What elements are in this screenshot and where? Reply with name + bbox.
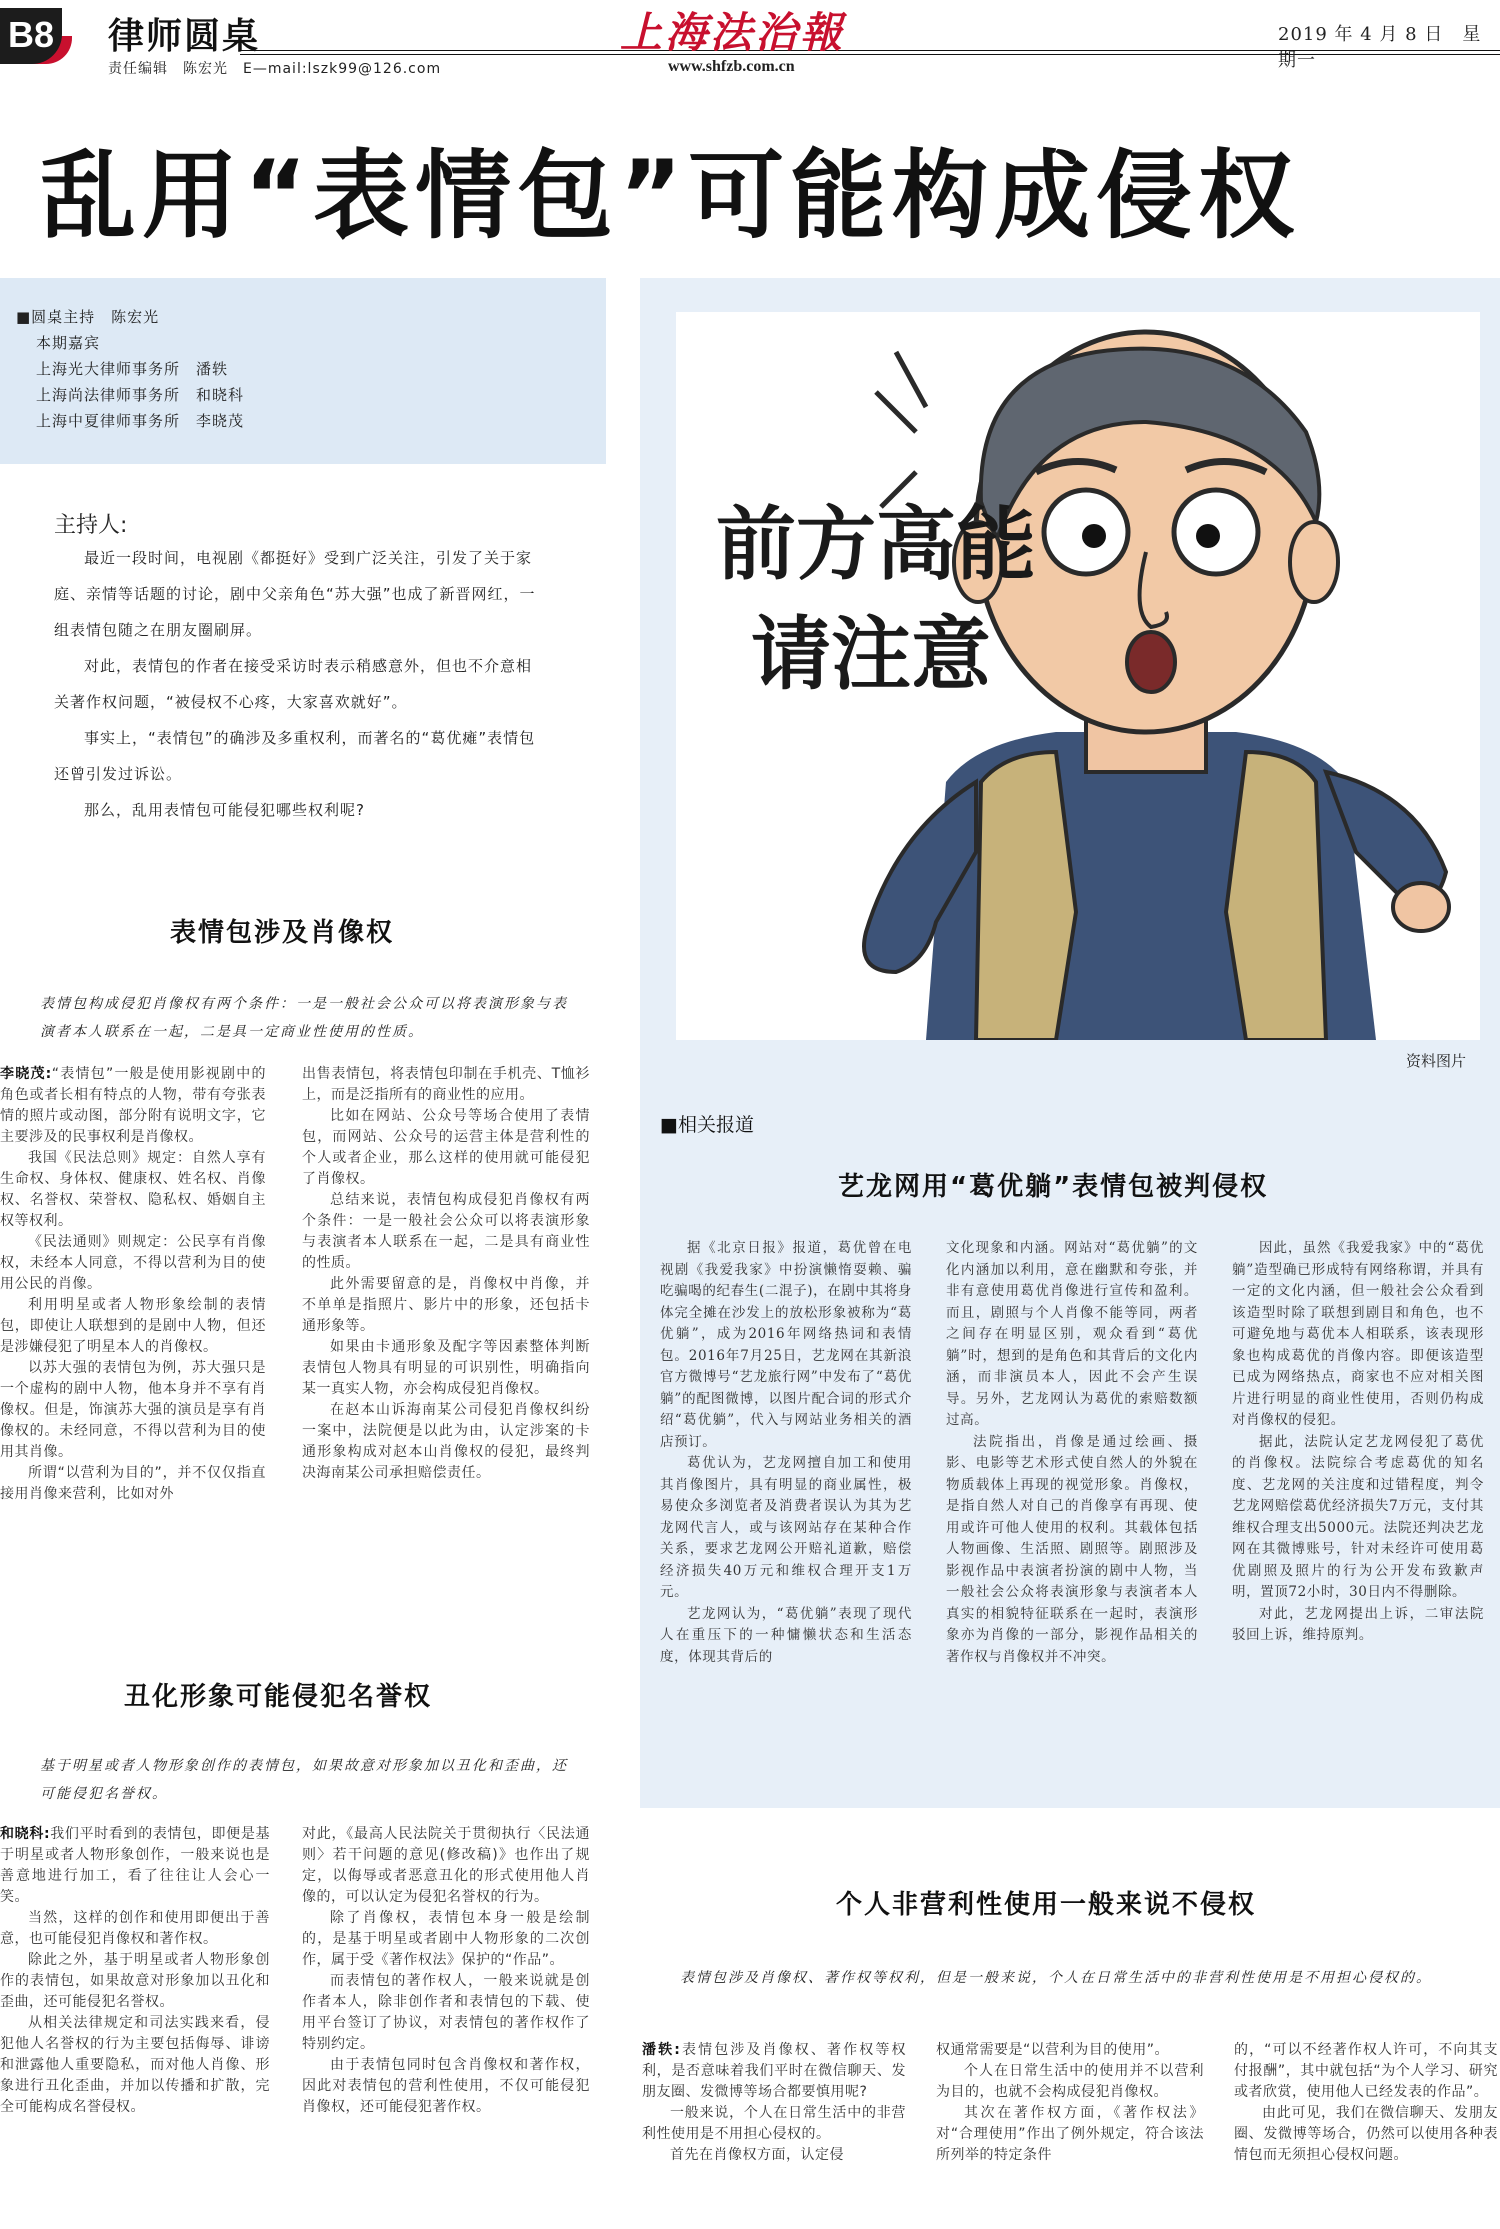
section2-column-left [0,1824,270,2118]
section1-column-left [0,1064,266,1505]
related-column-2 [946,1238,1198,1668]
paragraph-text: 在赵本山诉海南某公司侵犯肖像权纠纷一案中，法院便是以此为由，认定涉案的卡通形象构成对赵本山肖像权的侵犯，最终判决海南某公司承担赔偿责任。 [302,1402,590,1481]
paragraph-text: 除此之外，基于明星或者人物形象创作的表情包，如果故意对形象加以丑化和歪曲，还可能侵犯名誉权。 [0,1952,270,2010]
paragraph-text: 据《北京日报》报道，葛优曾在电视剧《我爱我家》中扮演懒惰耍赖、骗吃骗喝的纪春生(二混子)，在剧中其将身体完全摊在沙发上的放松形象被称为“葛优躺”，成为2016年网络热词和表情包。2016年7月25日，艺龙网在其新浪官方微博号“艺龙旅行网”中发布了“葛优躺”的配图微博，以图片配合词的形式介绍“葛优躺”，代入与网站业务相关的酒店预订。 [660,1240,912,1450]
speaker-name: 和晓科: [0,1826,51,1842]
paragraph-text: 个人在日常生活中的使用并不以营利为目的，也就不会构成侵犯肖像权。 [936,2063,1204,2100]
host-intro [54,540,540,828]
paragraph-text: 法院指出，肖像是通过绘画、摄影、电影等艺术形式使自然人的外貌在物质载体上再现的视觉形象。肖像权，是指自然人对自己的肖像享有再现、使用或许可他人使用的权利。其载体包括人物画像、生活照、剧照等。剧照涉及影视作品中表演者扮演的剧中人物，当一般社会公众将表演形象与表演者本人真实的相貌特征联系在一起时，表演形象亦为肖像的一部分，影视作品相关的著作权与肖像权并不冲突。 [946,1433,1198,1665]
paragraph-text: 如果由卡通形象及配字等因素整体判断表情包人物具有明显的可识别性，明确指向某一真实人物，亦会构成侵犯肖像权。 [302,1339,590,1397]
paragraph-text: 此外需要留意的是，肖像权中肖像，并不单单是指照片、影片中的形象，还包括卡通形象等。 [302,1276,590,1334]
paragraph-text: 当然，这样的创作和使用即便出于善意，也可能侵犯肖像权和著作权。 [0,1910,270,1947]
host-title: 主持人: [54,513,128,538]
paragraph-text: 文化现象和内涵。网站对“葛优躺”的文化内涵加以利用，意在幽默和夸张，并非有意使用葛优肖像进行宣传和盈利。而且，剧照与个人肖像不能等同，两者之间存在明显区别，观众看到“葛优躺”时，想到的是角色和其背后的文化内涵，而非演员本人，因此不会产生误导。另外，艺龙网认为葛优的索赔数额过高。 [946,1240,1198,1428]
page-headline: 乱用“表情包”可能构成侵权 [40,140,1301,252]
related-column-1 [660,1238,912,1668]
page-number: B8 [0,8,62,64]
participants-box [0,278,606,464]
host-paragraph: 对此，表情包的作者在接受采访时表示稍感意外，但也不介意相关著作权问题，“被侵权不心疼，大家喜欢就好”。 [54,657,533,711]
section1-column-right [302,1064,590,1484]
paragraph-text: 除了肖像权，表情包本身一般是绘制的，是基于明星或者剧中人物形象的二次创作，属于受《著作权法》保护的“作品”。 [302,1910,590,1968]
guests-label: 本期嘉宾 [36,334,101,352]
column-name: 律师圆桌 [108,16,261,57]
paragraph-text: 的，“可以不经著作权人许可，不向其支付报酬”，其中就包括“为个人学习、研究或者欣赏，使用他人已经发表的作品”。 [1234,2042,1498,2100]
paragraph-text: 由于表情包同时包含肖像权和著作权，因此对表情包的营利性使用，不仅可能侵犯肖像权，还可能侵犯著作权。 [302,2057,590,2115]
paragraph-text: 对此，《最高人民法院关于贯彻执行〈民法通则〉若干问题的意见(修改稿)》也作出了规定，以侮辱或者恶意丑化的形式使用他人肖像的，可以认定为侵犯名誉权的行为。 [302,1826,590,1905]
paragraph-text: 出售表情包，将表情包印制在手机壳、T恤衫上，而是泛指所有的商业性的应用。 [302,1066,590,1103]
host-credit: ■圆桌主持 陈宏光 [16,308,160,326]
paragraph-text: 以苏大强的表情包为例，苏大强只是一个虚构的剧中人物，他本身并不享有肖像权。但是，饰演苏大强的演员是享有肖像权的。未经同意，不得以营利为目的使用其肖像。 [0,1360,266,1460]
related-column-3 [1232,1238,1484,1647]
paper-logo: 上海法治報 [620,8,846,57]
paragraph-text: 我国《民法总则》规定：自然人享有生命权、身体权、健康权、姓名权、肖像权、名誉权、荣誉权、隐私权、婚姻自主权等权利。 [0,1150,266,1229]
cartoon-text-1: 前方高能 [716,498,1036,591]
section2-column-right [302,1824,590,2118]
guest-2: 上海尚法律师事务所 和晓科 [36,386,245,404]
host-paragraph: 最近一段时间，电视剧《都挺好》受到广泛关注，引发了关于家庭、亲情等话题的讨论，剧中父亲角色“苏大强”也成了新晋网红，一组表情包随之在朋友圈刷屏。 [54,549,536,639]
related-title: 艺龙网用“葛优躺”表情包被判侵权 [838,1172,1269,1202]
paragraph-text: 而表情包的著作权人，一般来说就是创作者本人，除非创作者和表情包的下载、使用平台签订了协议，对表情包的著作权作了特别约定。 [302,1973,590,2052]
section-title-portrait: 表情包涉及肖像权 [170,918,395,948]
speaker-name: 李晓茂: [0,1066,52,1082]
section3-column-2 [936,2040,1204,2166]
host-paragraph: 那么，乱用表情包可能侵犯哪些权利呢? [84,801,365,819]
host-paragraph: 事实上，“表情包”的确涉及多重权利，而著名的“葛优瘫”表情包还曾引发过诉讼。 [54,729,536,783]
paragraph-text: 一般来说，个人在日常生活中的非营利性使用是不用担心侵权的。 [642,2105,906,2142]
guest-1: 上海光大律师事务所 潘轶 [36,360,229,378]
paragraph-text: 我们平时看到的表情包，即便是基于明星或者人物形象创作，一般来说也是善意地进行加工，看了往往让人会心一笑。 [0,1826,271,1905]
paragraph-text: “表情包”一般是使用影视剧中的角色或者长相有特点的人物，带有夸张表情的照片或动图，部分附有说明文字，它主要涉及的民事权利是肖像权。 [0,1066,266,1145]
related-report-label: ■相关报道 [660,1114,754,1136]
paragraph-text: 总结来说，表情包构成侵犯肖像权有两个条件：一是一般社会公众可以将表演形象与表演者本人联系在一起，二是具有商业性的性质。 [302,1192,590,1271]
paragraph-text: 表情包涉及肖像权、著作权等权利，是否意味着我们平时在微信聊天、发朋友圈、发微博等场合都要慎用呢? [642,2042,906,2100]
section-title-personal-use: 个人非营利性使用一般来说不侵权 [836,1890,1257,1920]
paragraph-text: 据此，法院认定艺龙网侵犯了葛优的肖像权。法院综合考虑葛优的知名度、艺龙网的关注度和过错程度，判令艺龙网赔偿葛优经济损失7万元，支付其维权合理支出5000元。法院还判决艺龙网在其微博账号，针对未经许可使用葛优剧照及照片的行为公开发布致歉声明，置顶72小时，30日内不得删除。 [1232,1433,1484,1600]
paragraph-text: 所谓“以营利为目的”，并不仅仅指直接用肖像来营利，比如对外 [0,1465,266,1502]
paragraph-text: 首先在肖像权方面，认定侵 [670,2147,844,2163]
section-lead-reputation: 基于明星或者人物形象创作的表情包，如果故意对形象加以丑化和歪曲，还可能侵犯名誉权。 [40,1758,568,1802]
paragraph-text: 因此，虽然《我爱我家》中的“葛优躺”造型确已形成特有网络称谓，并具有一定的文化内涵，但一般社会公众看到该造型时除了联想到剧目和角色，也不可避免地与葛优本人相联系，该表现形象也构成葛优的肖像内容。即便该造型已成为网络热点，商家也不应对相关图片进行明显的商业性使用，否则仍构成对肖像权的侵犯。 [1232,1240,1484,1428]
paragraph-text: 艺龙网认为，“葛优躺”表现了现代人在重压下的一种慵懒状态和生活态度，体现其背后的 [660,1605,912,1665]
paragraph-text: 其次在著作权方面，《著作权法》对“合理使用”作出了例外规定，符合该法所列举的特定条件 [936,2105,1204,2163]
editor-line: 责任编辑 陈宏光 E—mail:lszk99@126.com [108,61,442,77]
paragraph-text: 从相关法律规定和司法实践来看，侵犯他人名誉权的行为主要包括侮辱、诽谤和泄露他人重要隐私，而对他人肖像、形象进行丑化歪曲，并加以传播和扩散，完全可能构成名誉侵权。 [0,2015,270,2115]
issue-date: 2019 年 4 月 8 日 星期一 [1278,24,1482,71]
paragraph-text: 比如在网站、公众号等场合使用了表情包，而网站、公众号的运营主体是营利性的个人或者企业，那么这样的使用就可能侵犯了肖像权。 [302,1108,590,1187]
paragraph-text: 由此可见，我们在微信聊天、发朋友圈、发微博等场合，仍然可以使用各种表情包而无须担心侵权问题。 [1234,2105,1498,2163]
section-lead-portrait: 表情包构成侵犯肖像权有两个条件：一是一般社会公众可以将表演形象与表演者本人联系在一起，二是具一定商业性使用的性质。 [40,996,568,1040]
guest-3: 上海中夏律师事务所 李晓茂 [36,412,245,430]
section3-column-3 [1234,2040,1498,2166]
section-lead-personal-use: 表情包涉及肖像权、著作权等权利，但是一般来说，个人在日常生活中的非营利性使用是不用担心侵权的。 [680,1970,1432,1986]
cartoon-text-2: 请注意 [751,608,991,701]
paragraph-text: 葛优认为，艺龙网擅自加工和使用其肖像图片，具有明显的商业属性，极易使众多浏览者及消费者误认为其为艺龙网代言人，或与该网站存在某种合作关系，要求艺龙网公开赔礼道歉，赔偿经济损失40万元和维权合理开支1万元。 [660,1455,912,1600]
page-number-badge [0,6,90,66]
section-title-reputation: 丑化形象可能侵犯名誉权 [124,1682,433,1712]
paragraph-text: 《民法通则》则规定：公民享有肖像权，未经本人同意，不得以营利为目的使用公民的肖像。 [0,1234,266,1292]
image-caption: 资料图片 [1406,1052,1467,1070]
meme-cartoon-image [676,312,1480,1040]
paragraph-text: 对此，艺龙网提出上诉，二审法院驳回上诉，维持原判。 [1232,1605,1484,1643]
paragraph-text: 利用明星或者人物形象绘制的表情包，即使让人联想到的是剧中人物，但还是涉嫌侵犯了明星本人的肖像权。 [0,1297,266,1355]
speaker-name: 潘轶: [642,2042,681,2058]
paragraph-text: 权通常需要是“以营利为目的使用”。 [936,2042,1170,2058]
cartoon-drawing [676,312,1480,1040]
section3-column-1 [642,2040,906,2166]
website-link[interactable]: www.shfzb.com.cn [668,58,795,75]
